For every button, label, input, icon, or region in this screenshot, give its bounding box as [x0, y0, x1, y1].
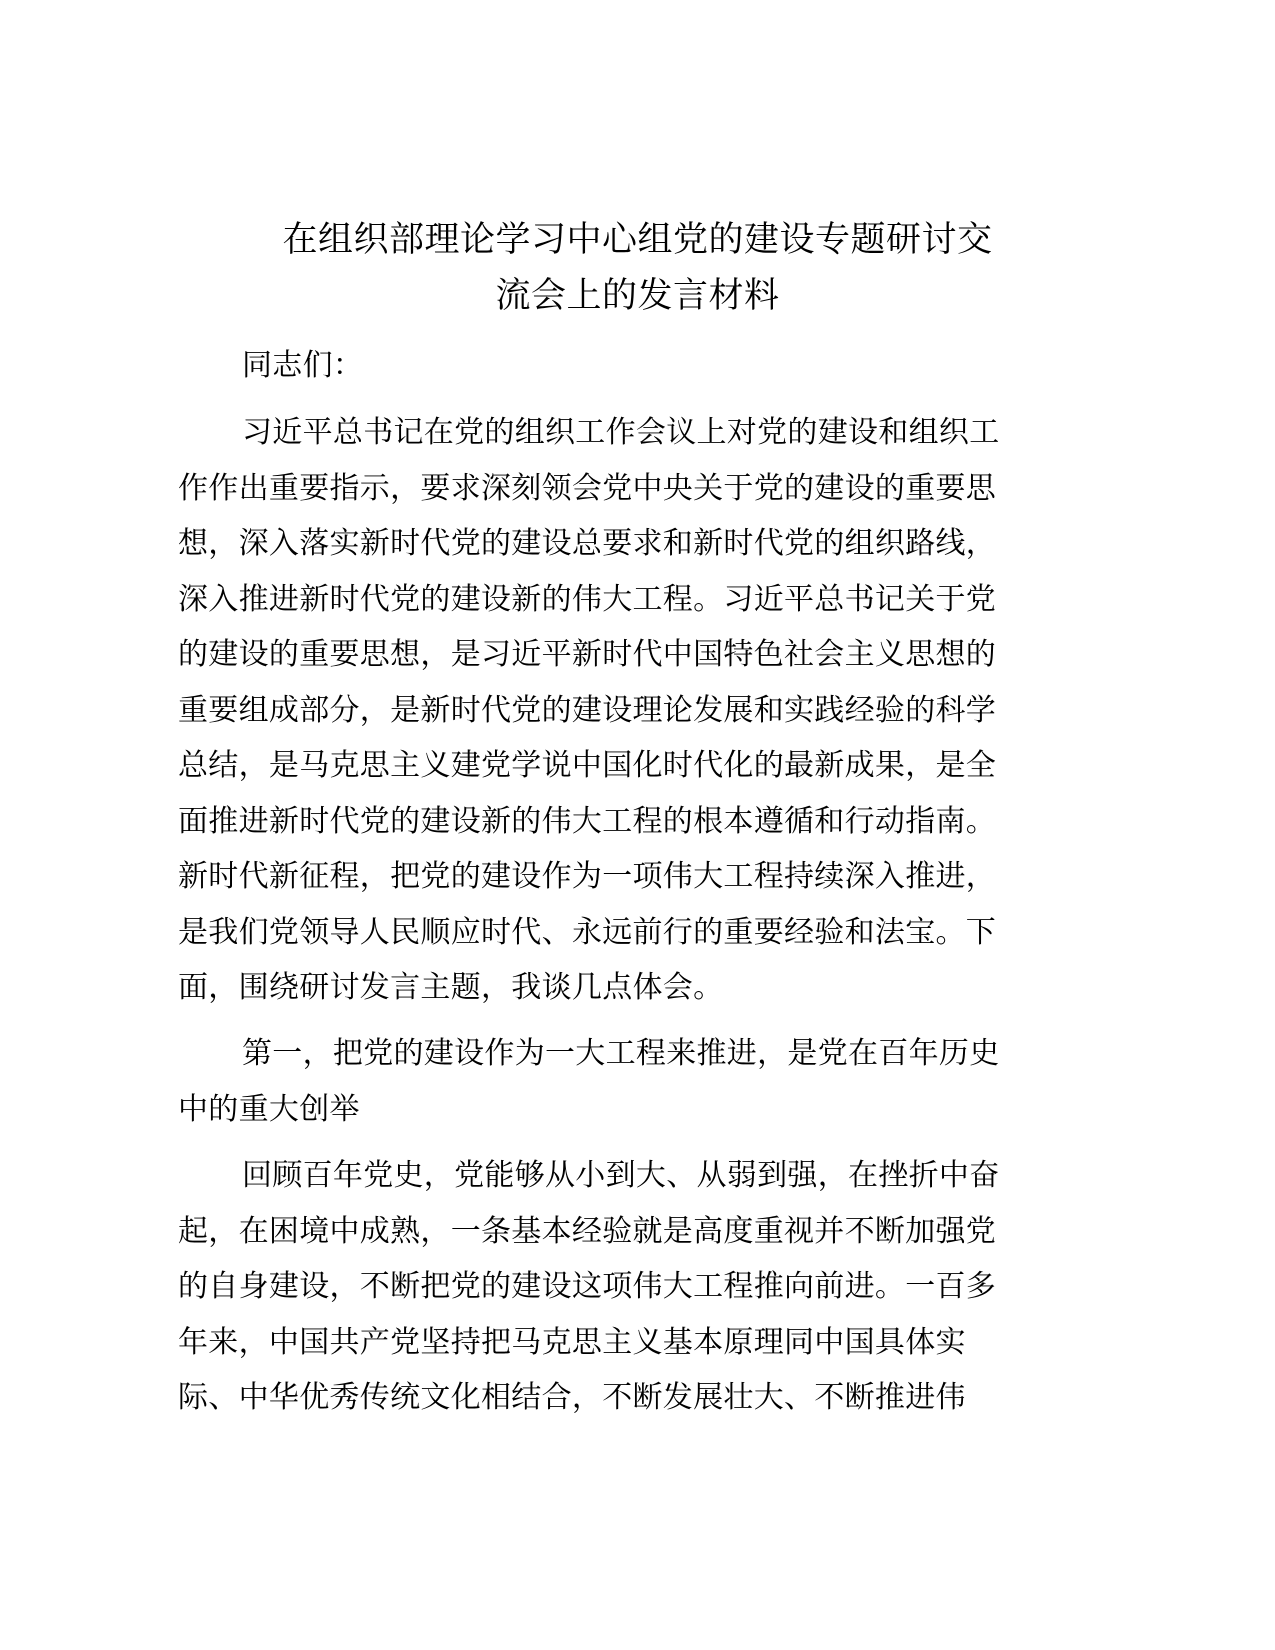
paragraph-line: 想，深入落实新时代党的建设总要求和新时代党的组织路线， — [178, 526, 997, 561]
paragraph-line: 年来，中国共产党坚持把马克思主义基本原理同中国具体实 — [178, 1324, 966, 1360]
greeting-text: 同志们： — [242, 348, 364, 383]
paragraph-line: 习近平总书记在党的组织工作会议上对党的建设和组织工 — [242, 415, 1000, 450]
paragraph-1 — [178, 405, 1038, 1016]
paragraph-line: 回顾百年党史，党能够从小到大、从弱到强，在挫折中奋 — [242, 1158, 1000, 1193]
paragraph-line: 新时代新征程，把党的建设作为一项伟大工程持续深入推进， — [178, 859, 997, 894]
paragraph-line: 面推进新时代党的建设新的伟大工程的根本遵循和行动指南。 — [178, 803, 997, 839]
paragraph-line: 是我们党领导人民顺应时代、永远前行的重要经验和法宝。下 — [178, 914, 997, 950]
paragraph-line: 起，在困境中成熟，一条基本经验就是高度重视并不断加强党 — [178, 1213, 997, 1249]
paragraph-line: 总结，是马克思主义建党学说中国化时代化的最新成果，是全 — [178, 748, 997, 783]
title-line: 在组织部理论学习中心组党的建设专题研讨交 — [282, 220, 993, 260]
paragraph-line: 重要组成部分，是新时代党的建设理论发展和实践经验的科学 — [178, 692, 997, 728]
document-title — [0, 212, 1275, 324]
paragraph-line: 作作出重要指示，要求深刻领会党中央关于党的建设的重要思 — [178, 470, 997, 506]
paragraph-line: 的自身建设，不断把党的建设这项伟大工程推向前进。一百多 — [178, 1269, 997, 1304]
paragraph-line: 的建设的重要思想，是习近平新时代中国特色社会主义思想的 — [178, 637, 997, 672]
paragraph-2 — [178, 1148, 1038, 1426]
heading-line: 第一，把党的建设作为一大工程来推进，是党在百年历史 — [242, 1036, 1000, 1071]
paragraph-line: 面，围绕研讨发言主题，我谈几点体会。 — [178, 970, 724, 1005]
paragraph-line: 深入推进新时代党的建设新的伟大工程。习近平总书记关于党 — [178, 581, 997, 617]
section-heading-1 — [178, 1026, 1038, 1137]
heading-line: 中的重大创举 — [178, 1091, 360, 1127]
paragraph-line: 际、中华优秀传统文化相结合，不断发展壮大、不断推进伟 — [178, 1380, 966, 1415]
greeting — [178, 338, 1038, 394]
title-line: 流会上的发言材料 — [495, 276, 780, 316]
